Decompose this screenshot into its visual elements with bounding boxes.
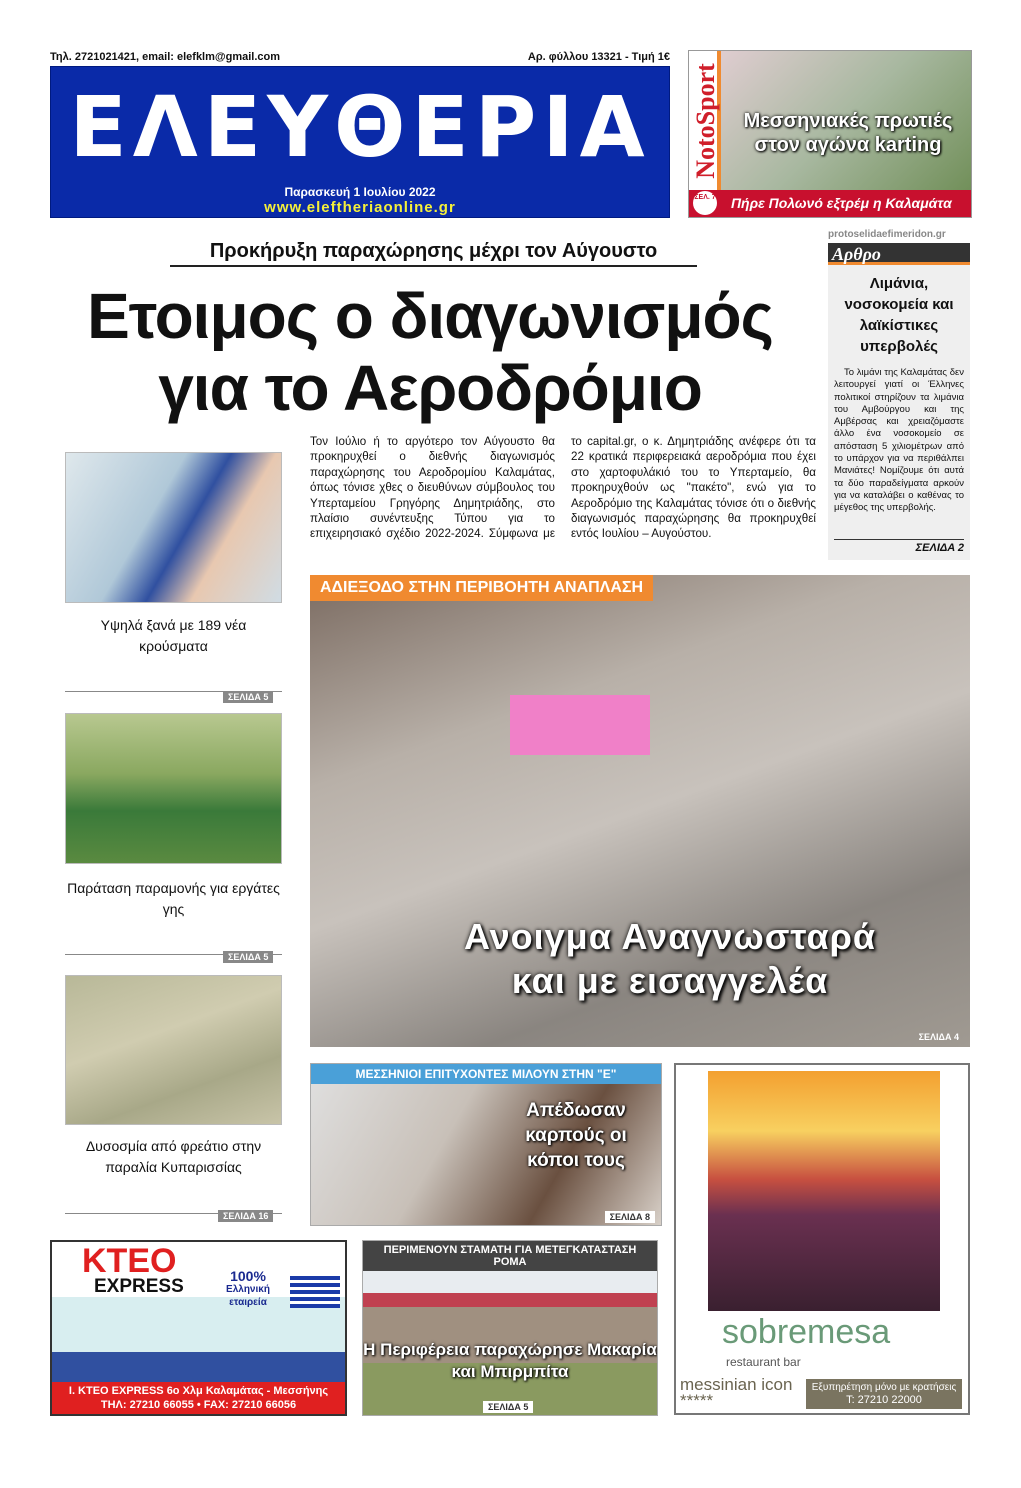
drain-photo	[65, 975, 282, 1125]
notosport-teaser[interactable]	[688, 50, 972, 218]
farm-workers-photo	[65, 713, 282, 864]
left-page-1: ΣΕΛΙΔΑ 5	[223, 691, 273, 703]
covid-photo	[65, 452, 282, 603]
greek-flag-icon	[290, 1276, 340, 1308]
masthead	[50, 66, 670, 218]
main-body-text: Τον Ιούλιο ή το αργότερο τον Αύγουστο θα προκηρυχθεί ο διεθνής διαγωνισμός παραχώρησης του Αεροδρομίου Καλαμάτας, όπως τόνισε χθες ο διευθύνων σύμβουλος του Υπερταμείου Γρηγόρης Δημητριάδης, στο πλαίσιο συνέντευξης Τύπου για το επιχειρησιακό σχέδιο 2022-2024. Σύμφωνα με το capital.gr, ο κ. Δημητριάδης ανέφερε ότι τα 22 κρατικά περιφερειακά αεροδρόμια που έχει στο χαρτοφυλάκιό του το Υπερταμείο, θα προκηρυχθούν ως "πακέτο", ενώ για το Αεροδρόμιο της Καλαμάτας τόνισε ότι ο διεθνής διαγωνισμός παραχώρησης θα προκηρυχθεί εντός Ιουλίου – Αυγούστου.	[310, 435, 816, 541]
notosport-page: ΣΕΛ. 7	[693, 191, 717, 215]
messinioi-story[interactable]	[310, 1063, 662, 1226]
messinioi-headline: Απέδωσαν καρπούς οι κόποι τους	[525, 1100, 627, 1171]
left-caption-2: Παράταση παραμονής για εργάτες γης	[67, 880, 280, 917]
kteo-logo: ΚΤΕΟ	[82, 1242, 177, 1280]
opinion-article	[828, 229, 970, 560]
contact-info: Τηλ. 2721021421, email: elefklm@gmail.com	[50, 51, 281, 63]
sobremesa-ad[interactable]	[674, 1063, 970, 1415]
kteo-ad[interactable]	[50, 1240, 347, 1416]
roma-headline: Η Περιφέρεια παραχώρησε Μακαρία και Μπιρμπίτα	[363, 1340, 657, 1381]
left-page-3: ΣΕΛΙΔΑ 16	[218, 1210, 273, 1222]
masthead-logo: ΕΛΕΥΘΕΡΙΑ	[69, 78, 651, 176]
sobremesa-sub: restaurant bar	[726, 1355, 801, 1369]
article-text: Το λιμάνι της Καλαμάτας δεν λειτουργεί γιατί οι Έλληνες πολιτικοί στηρίζουν τα λιμάνια του Αμβούργου και της Αμβέρσας και χρειαζόμαστε άλλο ένα νοσοκομείο σε απόσταση 5 χιλιομέτρων από το υπάρχον για να περιθάλπει Μανιάτες! Νομίζουμε ότι αυτά τα δύο παραδείγματα αρκούν για να καταλάβει ο καθένας το μέγεθος της υπερβολής.	[834, 367, 964, 514]
headline-line-1: Ετοιμος ο διαγωνισμός	[87, 280, 773, 352]
feature-label: ΑΔΙΕΞΟΔΟ ΣΤΗΝ ΠΕΡΙΒΟΗΤΗ ΑΝΑΠΛΑΣΗ	[310, 575, 653, 601]
roma-story[interactable]	[362, 1240, 658, 1416]
notosport-logo: NotoSport	[689, 51, 721, 191]
feature-headline: Ανοιγμα Αναγνωσταρά και με εισαγγελέα	[463, 916, 876, 1001]
feature-page: ΣΕΛΙΔΑ 4	[918, 1032, 959, 1042]
roma-page: ΣΕΛΙΔΑ 5	[483, 1401, 533, 1413]
notosport-headline: Μεσσηνιακές πρωτιές στον αγώνα karting	[743, 110, 953, 156]
messinioi-label: ΜΕΣΣΗΝΙΟΙ ΕΠΙΤΥΧΟΝΤΕΣ ΜΙΛΟΥΝ ΣΤΗΝ "Ε"	[311, 1064, 661, 1084]
issue-info: Αρ. φύλλου 13321 - Τιμή 1€	[527, 51, 670, 63]
main-kicker: Προκήρυξη παραχώρησης μέχρι τον Αύγουστο	[170, 240, 697, 267]
sunset-terrace-image	[708, 1071, 940, 1311]
notosport-subhead: Πήρε Πολωνό εξτρέμ η Καλαμάτα	[689, 190, 971, 217]
article-page: ΣΕΛΙΔΑ 2	[834, 539, 964, 554]
reservation-note: Εξυπηρέτηση μόνο με κρατήσεις Τ: 27210 22000	[806, 1379, 962, 1409]
kteo-footer	[52, 1385, 345, 1412]
left-page-2: ΣΕΛΙΔΑ 5	[223, 951, 273, 963]
left-caption-3: Δυσοσμία από φρεάτιο στην παραλία Κυπαρισσίας	[85, 1138, 262, 1175]
headline-line-2: για το Αεροδρόμιο	[158, 352, 702, 424]
roma-label: ΠΕΡΙΜΕΝΟΥΝ ΣΤΑΜΑΤΗ ΓΙΑ ΜΕΤΕΓΚΑΤΑΣΤΑΣΗ ΡΟΜΑ	[363, 1241, 657, 1271]
barrier-shape	[510, 695, 650, 755]
messinioi-page: ΣΕΛΙΔΑ 8	[605, 1211, 655, 1223]
website-link[interactable]: www.eleftheriaonline.gr	[264, 199, 456, 216]
kteo-phones: ΤΗΛ: 27210 66055 • FAX: 27210 66056	[100, 1399, 297, 1411]
kteo-logo-express: EXPRESS	[94, 1276, 184, 1297]
sobremesa-logo: sobremesa	[722, 1313, 891, 1351]
kteo-address: Ι. ΚΤΕΟ EXPRESS 6ο Χλμ Καλαμάτας - Μεσσήνης	[68, 1385, 329, 1397]
watermark: protoselidaefimeridon.gr	[828, 229, 946, 240]
issue-date: Παρασκευή 1 Ιουλίου 2022	[284, 185, 436, 199]
article-title: Λιμάνια, νοσοκομεία και λαϊκίστικες υπερβολές	[844, 275, 954, 355]
feature-story[interactable]	[310, 575, 970, 1047]
article-tag: Αρθρο	[828, 243, 970, 265]
messinian-icon-logo: messinian icon *****	[680, 1375, 793, 1410]
main-headline	[40, 280, 820, 424]
kteo-claim: 100% Ελληνική εταιρεία	[226, 1268, 270, 1308]
left-caption-1: Υψηλά ξανά με 189 νέα κρούσματα	[100, 617, 247, 654]
